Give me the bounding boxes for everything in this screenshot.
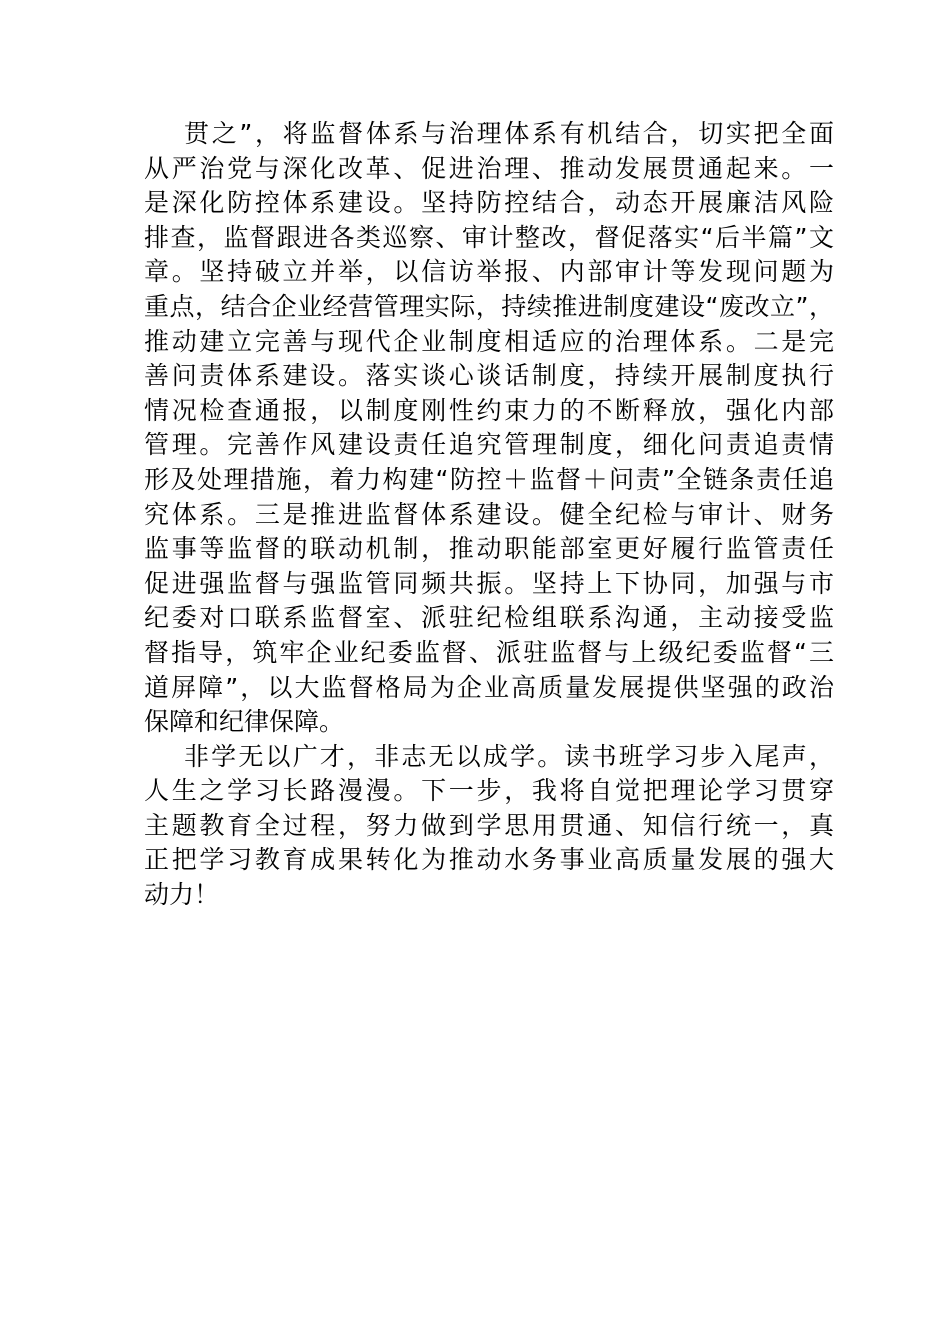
text-line: 督指导，筑牢企业纪委监督、派驻监督与上级纪委监督“三: [144, 637, 834, 667]
text-line: 管理。完善作风建设责任追究管理制度，细化问责追责情: [144, 430, 834, 460]
text-line: 促进强监督与强监管同频共振。坚持上下协同，加强与市: [144, 568, 834, 598]
text-line: 是深化防控体系建设。坚持防控结合，动态开展廉洁风险: [144, 188, 834, 218]
text-line: 纪委对口联系监督室、派驻纪检组联系沟通，主动接受监: [144, 603, 834, 633]
text-line: 从严治党与深化改革、促进治理、推动发展贯通起来。一: [144, 153, 834, 183]
document-body: [144, 117, 834, 913]
text-line: 善问责体系建设。落实谈心谈话制度，持续开展制度执行: [144, 361, 834, 391]
text-line: 章。坚持破立并举，以信访举报、内部审计等发现问题为: [144, 257, 834, 287]
text-line: 排查，监督跟进各类巡察、审计整改，督促落实“后半篇”文: [144, 222, 834, 252]
text-line: 非学无以广才，非志无以成学。读书班学习步入尾声，: [184, 741, 834, 771]
text-line: 正把学习教育成果转化为推动水务事业高质量发展的强大: [144, 845, 834, 875]
text-line: 道屏障”，以大监督格局为企业高质量发展提供坚强的政治: [144, 672, 834, 702]
text-line: 重点，结合企业经营管理实际，持续推进制度建设“废改立”，: [144, 291, 834, 321]
text-line: 究体系。三是推进监督体系建设。健全纪检与审计、财务: [144, 499, 834, 529]
paragraph-2: [144, 740, 834, 913]
text-line: 贯之”，将监督体系与治理体系有机结合，切实把全面: [184, 119, 834, 148]
text-line: 人生之学习长路漫漫。下一步，我将自觉把理论学习贯穿: [144, 776, 834, 806]
text-line: 情况检查通报，以制度刚性约束力的不断释放，强化内部: [144, 395, 834, 425]
text-line: 推动建立完善与现代企业制度相适应的治理体系。二是完: [144, 326, 834, 356]
paragraph-1: [144, 117, 834, 740]
text-line: 形及处理措施，着力构建“防控＋监督＋问责”全链条责任追: [144, 464, 834, 494]
text-line: 监事等监督的联动机制，推动职能部室更好履行监管责任: [144, 534, 834, 564]
text-line: 主题教育全过程，努力做到学思用贯通、知信行统一，真: [144, 810, 834, 840]
text-line: 动力！: [144, 880, 220, 910]
text-line: 保障和纪律保障。: [144, 707, 345, 737]
